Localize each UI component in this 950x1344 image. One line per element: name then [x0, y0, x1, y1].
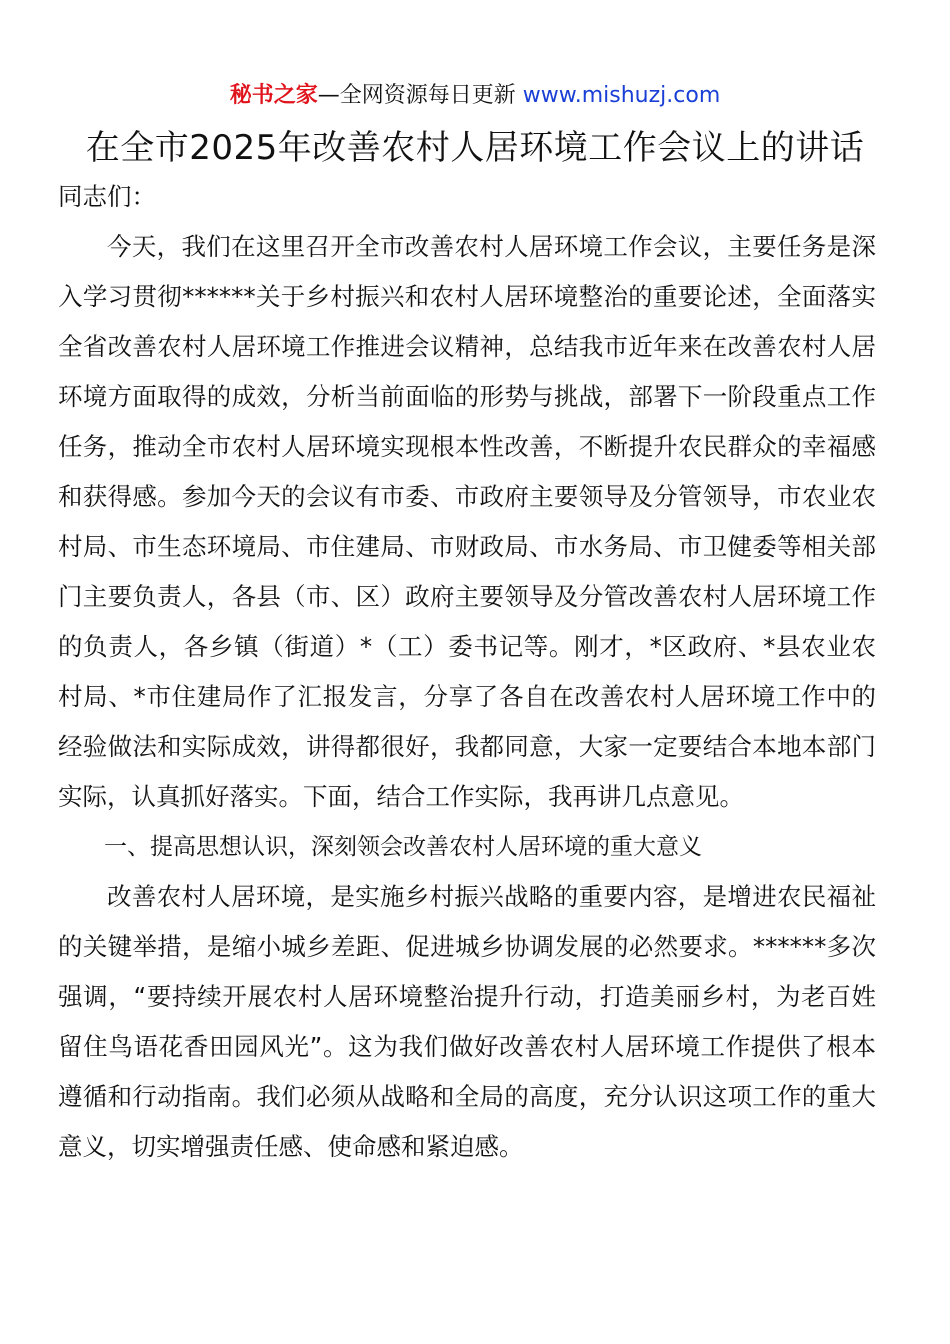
- document-body: [58, 172, 876, 1172]
- website-link[interactable]: www.mishuzj.com: [522, 83, 721, 108]
- paragraph-section-1: 改善农村人居环境，是实施乡村振兴战略的重要内容，是增进农民福祉的关键举措，是缩小城乡差距、促进城乡协调发展的必然要求。******多次强调，“要持续开展农村人居环境整治提升行动，打造美丽乡村，为老百姓留住鸟语花香田园风光”。这为我们做好改善农村人居环境工作提供了根本遵循和行动指南。我们必须从战略和全局的高度，充分认识这项工作的重大意义，切实增强责任感、使命感和紧迫感。: [58, 882, 876, 1161]
- paragraph-intro: 今天，我们在这里召开全市改善农村人居环境工作会议，主要任务是深入学习贯彻******关于乡村振兴和农村人居环境整治的重要论述，全面落实全省改善农村人居环境工作推进会议精神，总结我市近年来在改善农村人居环境方面取得的成效，分析当前面临的形势与挑战，部署下一阶段重点工作任务，推动全市农村人居环境实现根本性改善，不断提升农民群众的幸福感和获得感。参加今天的会议有市委、市政府主要领导及分管领导，市农业农村局、市生态环境局、市住建局、市财政局、市水务局、市卫健委等相关部门主要负责人，各县（市、区）政府主要领导及分管改善农村人居环境工作的负责人，各乡镇（街道）*（工）委书记等。刚才，*区政府、*县农业农村局、*市住建局作了汇报发言，分享了各自在改善农村人居环境工作中的经验做法和实际成效，讲得都很好，我都同意，大家一定要结合本地本部门实际，认真抓好落实。下面，结合工作实际，我再讲几点意见。: [58, 232, 876, 811]
- brand-tagline: —全网资源每日更新: [317, 83, 516, 108]
- brand-name: 秘书之家: [229, 83, 318, 108]
- section-heading-1: 一、提高思想认识，深刻领会改善农村人居环境的重大意义: [104, 834, 702, 860]
- salutation: 同志们：: [58, 182, 156, 211]
- document-title: 在全市2025年改善农村人居环境工作会议上的讲话: [85, 128, 865, 168]
- site-banner: [0, 80, 950, 112]
